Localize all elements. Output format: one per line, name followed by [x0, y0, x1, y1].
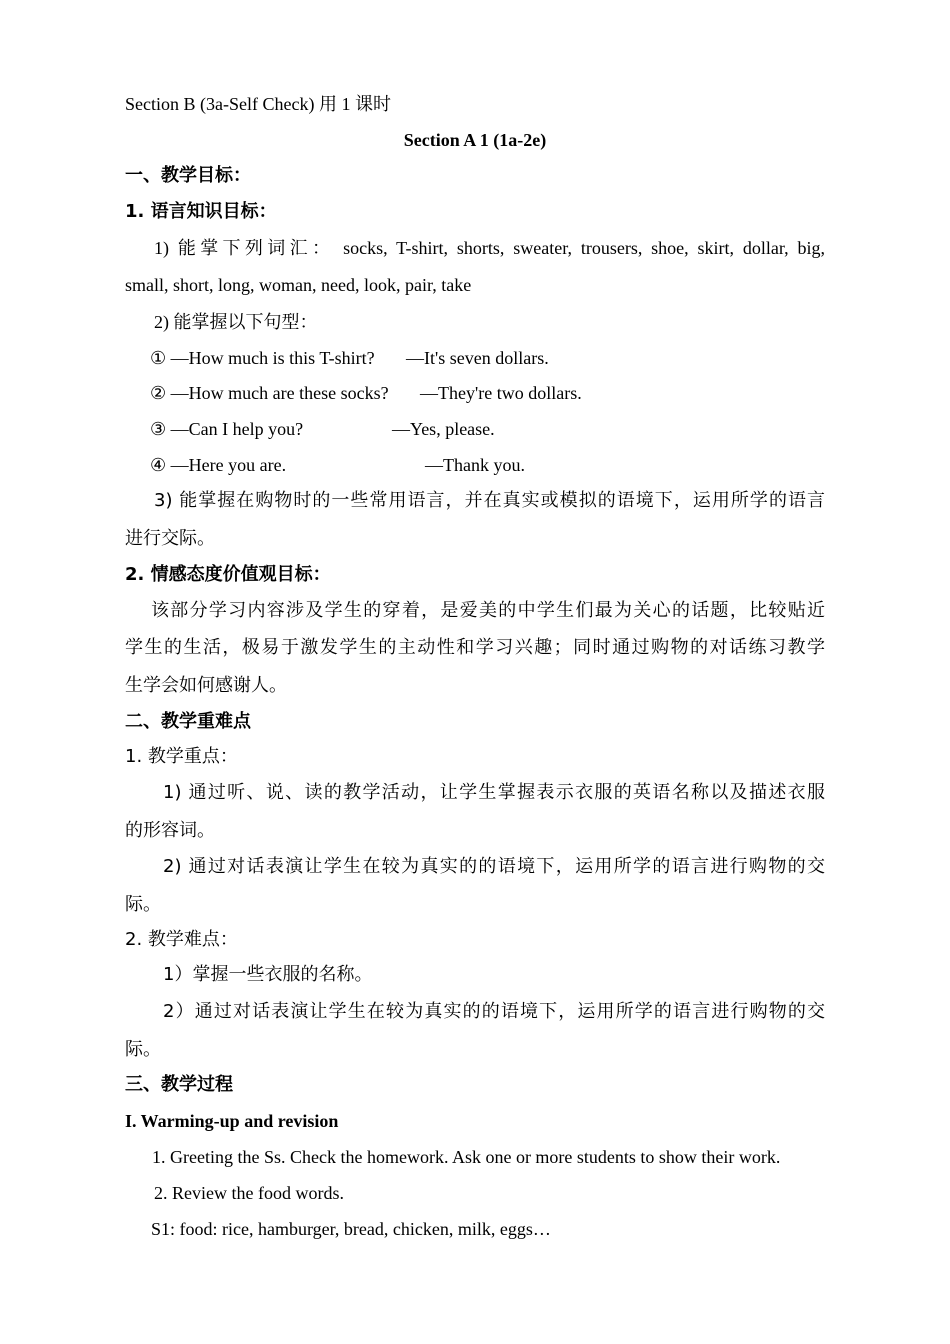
subheading-language-goals: 1. 语言知识目标：	[125, 201, 277, 222]
dialogue-4-answer: —Thank you.	[425, 455, 525, 475]
difficulty-2-line-2: 际。	[125, 1039, 161, 1060]
dialogue-2-answer: —They're two dollars.	[420, 383, 582, 403]
header-line: Section B (3a-Self Check) 用 1 课时	[125, 94, 391, 114]
dialogue-3-question: ③ —Can I help you?	[150, 419, 304, 439]
focus-2-line-1: 2) 通过对话表演让学生在较为真实的的语境下，运用所学的语言进行购物的交	[163, 856, 825, 877]
step-2: 2. Review the food words.	[154, 1183, 344, 1203]
dialogue-3-answer: —Yes, please.	[392, 419, 495, 439]
vocab-line-1: 1) 能掌下列词汇： socks, T-shirt, shorts, sweater, trousers, shoe, skirt, dollar, big,	[154, 238, 825, 258]
attitude-para-line-3: 生学会如何感谢人。	[125, 675, 287, 696]
pattern-intro: 2) 能掌握以下句型：	[154, 312, 318, 332]
dialogue-4-question: ④ —Here you are.	[150, 455, 287, 475]
focus-1-line-1: 1) 通过听、说、读的教学活动，让学生掌握表示衣服的英语名称以及描述衣服	[163, 782, 825, 803]
step-1: 1. Greeting the Ss. Check the homework. Ask one or more students to show their work.	[152, 1147, 781, 1167]
attitude-para-line-1: 该部分学习内容涉及学生的穿着，是爱美的中学生们最为关心的话题，比较贴近	[151, 600, 825, 621]
section-heading-key-points: 二、教学重难点	[125, 711, 251, 732]
focus-title: 1. 教学重点：	[125, 746, 238, 767]
item3-line-2: 进行交际。	[125, 528, 215, 549]
dialogue-1-question: ① —How much is this T-shirt?	[150, 348, 375, 368]
section-heading-objectives: 一、教学目标：	[125, 165, 251, 186]
vocab-line-2: small, short, long, woman, need, look, pair, take	[125, 275, 472, 295]
dialogue-2-question: ② —How much are these socks?	[150, 383, 389, 403]
difficulty-1: 1）掌握一些衣服的名称。	[163, 964, 373, 985]
step-3: S1: food: rice, hamburger, bread, chicken, milk, eggs…	[151, 1219, 551, 1239]
subheading-attitude-goals: 2. 情感态度价值观目标：	[125, 564, 331, 585]
focus-2-line-2: 际。	[125, 894, 161, 915]
section-heading-process: 三、教学过程	[125, 1074, 233, 1095]
focus-1-line-2: 的形容词。	[125, 820, 215, 841]
lesson-title: Section A 1 (1a-2e)	[403, 130, 547, 150]
dialogue-1-answer: —It's seven dollars.	[406, 348, 549, 368]
difficulty-2-line-1: 2）通过对话表演让学生在较为真实的的语境下，运用所学的语言进行购物的交	[163, 1001, 825, 1022]
attitude-para-line-2: 学生的生活，极易于激发学生的主动性和学习兴趣；同时通过购物的对话练习教学	[125, 637, 825, 658]
step-title: I. Warming-up and revision	[125, 1111, 339, 1131]
item3-line-1: 3) 能掌握在购物时的一些常用语言，并在真实或模拟的语境下，运用所学的语言	[154, 490, 825, 511]
difficulty-title: 2. 教学难点：	[125, 929, 238, 950]
